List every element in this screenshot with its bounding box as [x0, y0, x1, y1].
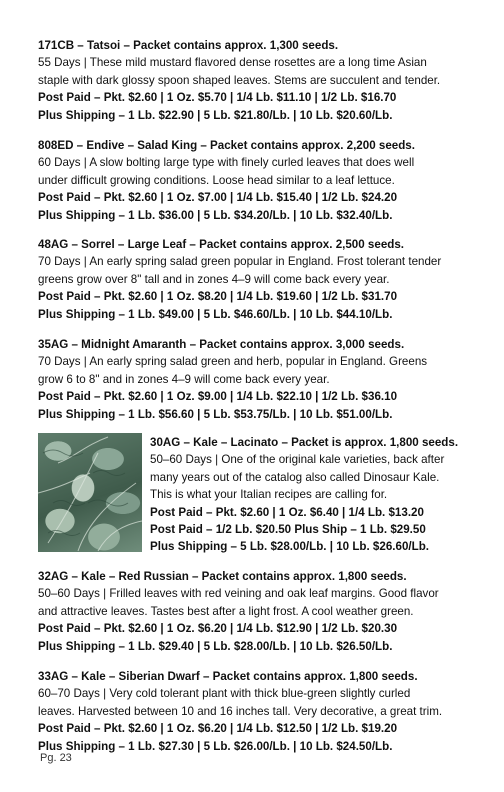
- entry-description-line: 50–60 Days | One of the original kale varieties, back after: [150, 453, 445, 467]
- entry-title: 48AG – Sorrel – Large Leaf – Packet contains approx. 2,500 seeds.: [38, 238, 405, 251]
- entry-price-line: Plus Shipping – 1 Lb. $27.30 | 5 Lb. $26.00/Lb. | 10 Lb. $24.50/Lb.: [38, 739, 393, 753]
- entry-description-line: 60–70 Days | Very cold tolerant plant with thick blue-green slightly curled: [38, 687, 411, 701]
- entry-description-line: leaves. Harvested between 10 and 16 inches tall. Very decorative, a great trim.: [38, 704, 443, 718]
- entry-price-line: Plus Shipping – 1 Lb. $49.00 | 5 Lb. $46.60/Lb. | 10 Lb. $44.10/Lb.: [38, 307, 393, 321]
- entry-price-line: Post Paid – 1/2 Lb. $20.50 Plus Ship – 1 Lb. $29.50: [150, 523, 426, 537]
- page-number: Pg. 23: [40, 752, 72, 764]
- seed-entry-endive: [38, 137, 478, 224]
- entry-price-line: Post Paid – Pkt. $2.60 | 1 Oz. $8.20 | 1/4 Lb. $19.60 | 1/2 Lb. $31.70: [38, 290, 398, 304]
- entry-price-line: Post Paid – Pkt. $2.60 | 1 Oz. $5.70 | 1/4 Lb. $11.10 | 1/2 Lb. $16.70: [38, 91, 397, 105]
- entry-description-line: under difficult growing conditions. Loose head similar to a leaf lettuce.: [38, 173, 395, 187]
- entry-description-line: and attractive leaves. Tastes best after a light frost. A cool weather green.: [38, 604, 414, 618]
- entry-price-line: Post Paid – Pkt. $2.60 | 1 Oz. $6.20 | 1/4 Lb. $12.90 | 1/2 Lb. $20.30: [38, 622, 398, 636]
- entry-price-line: Plus Shipping – 5 Lb. $28.00/Lb. | 10 Lb. $26.60/Lb.: [150, 540, 429, 554]
- entry-title: 33AG – Kale – Siberian Dwarf – Packet contains approx. 1,800 seeds.: [38, 670, 418, 683]
- entry-price-line: Plus Shipping – 1 Lb. $29.40 | 5 Lb. $28.00/Lb. | 10 Lb. $26.50/Lb.: [38, 639, 393, 653]
- entry-description-line: many years out of the catalog also called Dinosaur Kale.: [150, 470, 440, 484]
- seed-entry-kale-lacinato: [150, 434, 480, 556]
- seed-entry-midnight-amaranth: [38, 336, 478, 423]
- entry-price-line: Post Paid – Pkt. $2.60 | 1 Oz. $9.00 | 1/4 Lb. $22.10 | 1/2 Lb. $36.10: [38, 390, 398, 404]
- entry-price-line: Plus Shipping – 1 Lb. $56.60 | 5 Lb. $53.75/Lb. | 10 Lb. $51.00/Lb.: [38, 407, 393, 421]
- entry-title: 32AG – Kale – Red Russian – Packet contains approx. 1,800 seeds.: [38, 570, 407, 583]
- kale-lacinato-photo: [38, 433, 142, 552]
- entry-description-line: 70 Days | An early spring salad green popular in England. Frost tolerant tender: [38, 255, 442, 269]
- seed-entry-kale-red-russian: [38, 568, 478, 655]
- entry-title: 30AG – Kale – Lacinato – Packet is approx. 1,800 seeds.: [150, 436, 459, 449]
- entry-price-line: Post Paid – Pkt. $2.60 | 1 Oz. $6.40 | 1/4 Lb. $13.20: [150, 505, 424, 519]
- entry-price-line: Post Paid – Pkt. $2.60 | 1 Oz. $6.20 | 1/4 Lb. $12.50 | 1/2 Lb. $19.20: [38, 722, 398, 736]
- entry-price-line: Plus Shipping – 1 Lb. $36.00 | 5 Lb. $34.20/Lb. | 10 Lb. $32.40/Lb.: [38, 208, 393, 222]
- entry-price-line: Post Paid – Pkt. $2.60 | 1 Oz. $7.00 | 1/4 Lb. $15.40 | 1/2 Lb. $24.20: [38, 191, 398, 205]
- entry-description-line: grow 6 to 8" and in zones 4–9 will come back every year.: [38, 372, 330, 386]
- entry-description-line: 70 Days | An early spring salad green and herb, popular in England. Greens: [38, 355, 428, 369]
- entry-description-line: 50–60 Days | Frilled leaves with red veining and oak leaf margins. Good flavor: [38, 587, 439, 601]
- entry-description-line: 60 Days | A slow bolting large type with finely curled leaves that does well: [38, 156, 415, 170]
- kale-leaf-texture: [38, 433, 142, 552]
- seed-entry-kale-siberian-dwarf: [38, 668, 478, 755]
- seed-entry-tatsoi: [38, 37, 478, 124]
- entry-title: 171CB – Tatsoi – Packet contains approx. 1,300 seeds.: [38, 39, 339, 52]
- entry-price-line: Plus Shipping – 1 Lb. $22.90 | 5 Lb. $21.80/Lb. | 10 Lb. $20.60/Lb.: [38, 108, 393, 122]
- entry-title: 35AG – Midnight Amaranth – Packet contains approx. 3,000 seeds.: [38, 338, 405, 351]
- entry-description-line: This is what your Italian recipes are calling for.: [150, 488, 388, 502]
- entry-description-line: 55 Days | These mild mustard flavored dense rosettes are a long time Asian: [38, 56, 427, 70]
- entry-description-line: greens grow over 8" tall and in zones 4–9 will come back every year.: [38, 272, 390, 286]
- entry-description-line: staple with dark glossy spoon shaped leaves. Stems are succulent and tender.: [38, 73, 441, 87]
- seed-entry-sorrel: [38, 236, 478, 323]
- entry-title: 808ED – Endive – Salad King – Packet contains approx. 2,200 seeds.: [38, 139, 415, 152]
